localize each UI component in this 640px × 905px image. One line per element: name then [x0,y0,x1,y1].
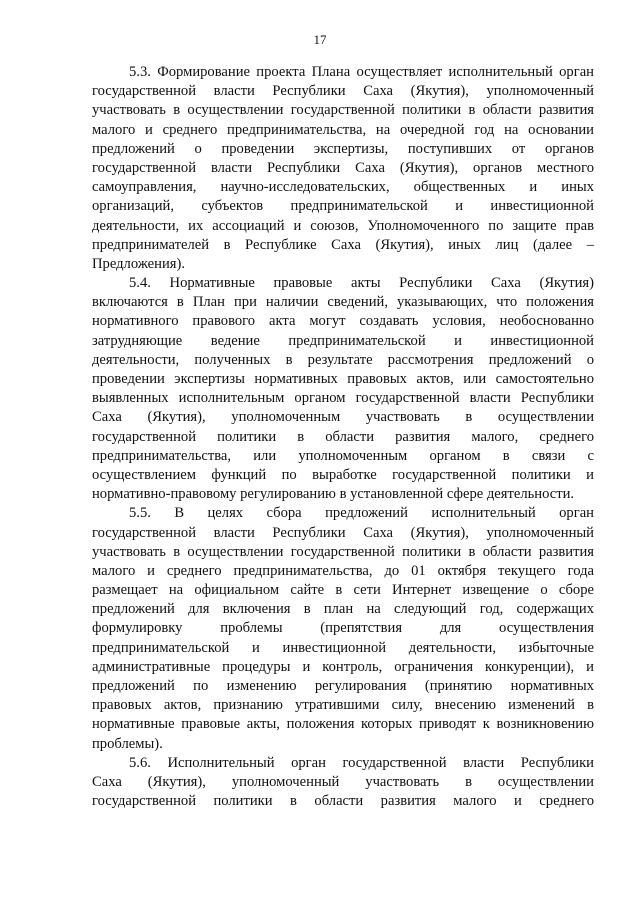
text-line: малого и среднего предпринимательства, до 01 октября текущего года [92,562,594,579]
paragraph-5-4 [92,274,594,504]
text-line: нормативные правовые акты, положения которых приводят к возникновению [92,716,594,733]
text-line: Предложения). [92,255,185,272]
text-line: деятельности, полученных в результате рассмотрения предложений о [92,351,594,368]
text-line: организаций, субъектов предпринимательской и инвестиционной [92,198,594,215]
paragraph-5-3 [92,63,594,274]
text-line: участвовать в осуществлении государственной политики в области развития [92,543,594,560]
document-body [92,63,594,811]
text-line: проблемы). [92,735,163,752]
text-line: предпринимателей в Республике Саха (Якутия), иных лиц (далее – [92,236,594,253]
text-line: государственной политики в области развития малого и среднего [92,793,594,810]
text-line: 5.6. Исполнительный орган государственной власти Республики [129,754,594,771]
text-line: затрудняющие ведение предпринимательской и инвестиционной [92,332,594,349]
text-line: государственной власти Республики Саха (Якутия), уполномоченный [92,524,594,541]
paragraph-5-5 [92,504,594,753]
paragraph-5-6 [92,754,594,812]
text-line: самоуправления, научно-исследовательских, общественных и иных [92,179,594,196]
text-line: предпринимательской и инвестиционной деятельности, избыточные [92,639,594,656]
page-number: 17 [313,32,327,47]
text-line: предложений по изменению регулирования (принятию нормативных [92,678,594,694]
text-line: государственной власти Республики Саха (Якутия), органов местного [92,159,594,176]
text-line: государственной политики в области развития малого, среднего [92,428,594,445]
text-line: предложений для включения в план на следующий год, содержащих [92,601,594,618]
text-line: малого и среднего предпринимательства, на очередной год на основании [92,121,594,138]
text-line: нормативного правового акта могут создавать условия, необоснованно [92,313,594,330]
text-line: размещает на официальном сайте в сети Интернет извещение о сборе [92,582,594,599]
text-line: осуществлением функций по выработке государственной политики и [92,466,594,483]
text-line: нормативно-правовому регулированию в установленной сфере деятельности. [92,486,575,503]
text-line: предпринимательства, или уполномоченным органом в связи с [92,447,594,464]
text-line: Саха (Якутия), уполномоченный участвовать в осуществлении [92,773,594,790]
text-line: 5.5. В целях сбора предложений исполнительный орган [129,505,594,522]
text-line: участвовать в осуществлении государственной политики в области развития [92,102,594,119]
text-line: Саха (Якутия), уполномоченным участвовать в осуществлении [92,409,594,426]
text-line: предложений о проведении экспертизы, поступивших от органов [92,140,594,157]
text-line: формулировку проблемы (препятствия для осуществления [92,620,594,637]
text-line: включаются в План при наличии сведений, указывающих, что положения [92,294,594,311]
text-line: деятельности, их ассоциаций и союзов, Уполномоченного по защите прав [92,217,594,234]
text-line: государственной власти Республики Саха (Якутия), уполномоченный [92,83,594,100]
text-line: правовых актов, признанию утратившими силу, внесению изменений в [92,697,594,714]
text-line: административные процедуры и контроль, ограничения конкуренции), и [92,658,594,675]
text-line: 5.3. Формирование проекта Плана осуществляет исполнительный орган [129,64,594,80]
text-line: проведении экспертизы нормативных правовых актов, или самостоятельно [92,371,594,387]
text-line: 5.4. Нормативные правовые акты Республики Саха (Якутия) [129,275,594,292]
text-line: выявленных исполнительным органом государственной власти Республики [92,390,594,407]
